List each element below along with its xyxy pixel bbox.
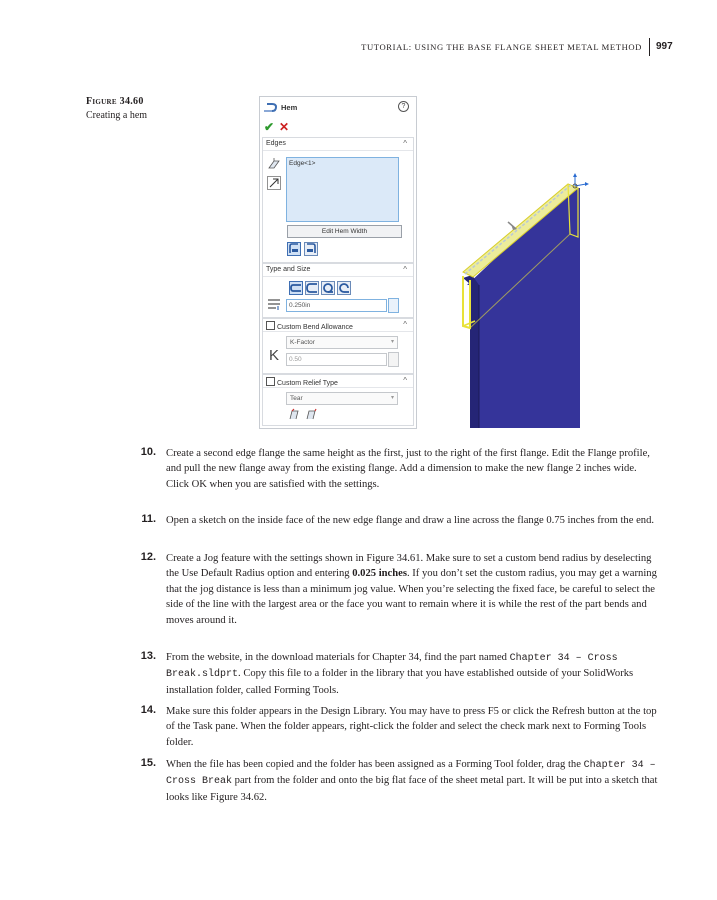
bend-allowance-type-value: K-Factor (290, 339, 315, 346)
step-text: Open a sketch on the inside face of the new edge flange and draw a line across the flange 0.75 inches from the end. (166, 515, 655, 526)
part-name: Chapter 34 – Cross Break (166, 760, 656, 788)
collapse-caret-icon[interactable]: ^ (403, 376, 407, 385)
relief-option-1-icon[interactable] (288, 408, 300, 420)
collapse-caret-icon[interactable]: ^ (403, 320, 407, 329)
step-number: 10. (140, 446, 156, 458)
edges-group-title: Edges (266, 140, 286, 147)
step-text: Create a second edge flange the same height as the first, just to the right of the first flange. Edit the Flange profile, and pull the new flange away from the existing flange. Add a dimension to make the new flange 2 inches wide. Click OK when you are satisfied with the settings. (166, 448, 650, 490)
bend-outside-icon[interactable] (304, 242, 318, 256)
chevron-down-icon: ▾ (390, 395, 394, 401)
property-manager-title: Hem (281, 103, 298, 112)
hem-part-render (420, 96, 600, 428)
custom-relief-type-checkbox[interactable] (266, 377, 338, 387)
hem-type-tear-drop-icon[interactable] (321, 281, 335, 295)
step-number: 12. (140, 551, 156, 563)
hem-feature-icon (263, 102, 278, 113)
ok-button[interactable]: ✔ (264, 120, 275, 134)
step-text (166, 650, 658, 698)
collapse-caret-icon[interactable]: ^ (403, 265, 407, 274)
step-text-part: When the file has been copied and the folder has been assigned as a Forming Tool folder, drag the (166, 759, 584, 770)
running-header-title: TUTORIAL: USING THE BASE FLANGE SHEET METAL METHOD (361, 42, 642, 52)
custom-relief-type-group (262, 374, 414, 426)
step-text: Make sure this folder appears in the Design Library. You may have to press F5 or click the Refresh button at the top of the Task pane. When the folder appears, right-click the folder and select the check mark next to Forming Tools folder. (166, 706, 657, 748)
edge-selection-list[interactable] (286, 157, 399, 222)
relief-option-2-icon[interactable] (305, 408, 317, 420)
hem-length-spinner[interactable] (388, 298, 399, 313)
drag-handle-icon[interactable] (508, 222, 517, 230)
custom-bend-allowance-label: Custom Bend Allowance (277, 324, 353, 331)
edge-selection-icon (267, 157, 281, 171)
step-text-part: part from the folder and onto the big flat face of the sheet metal part. It will be put into a sketch that looks like Figure 34.62. (166, 775, 658, 803)
custom-bend-allowance-header[interactable] (263, 319, 413, 332)
checkbox-icon[interactable] (266, 321, 275, 330)
edge-selection-item[interactable]: Edge<1> (289, 160, 316, 167)
checkbox-icon[interactable] (266, 377, 275, 386)
header-divider (649, 38, 650, 56)
custom-relief-type-label: Custom Relief Type (277, 380, 338, 387)
hem-type-rolled-icon[interactable] (337, 281, 351, 295)
step-text-part: . Copy this file to a folder in the library that you have established outside of your SolidWorks installation folder, called Forming Tools. (166, 668, 634, 696)
material-inside-icon[interactable] (287, 242, 301, 256)
hem-length-input[interactable]: 0.250in (286, 299, 387, 312)
hem-type-open-icon[interactable] (305, 281, 319, 295)
step-number: 11. (141, 513, 156, 525)
custom-relief-type-header[interactable] (263, 375, 413, 388)
k-factor-spinner[interactable] (388, 352, 399, 367)
help-icon[interactable]: ? (398, 101, 409, 112)
step-number: 15. (140, 757, 156, 769)
custom-bend-allowance-checkbox[interactable] (266, 321, 353, 331)
flip-direction-icon[interactable] (267, 176, 281, 190)
k-factor-input[interactable]: 0.50 (286, 353, 387, 366)
figure-caption: Creating a hem (86, 110, 148, 121)
type-and-size-group (262, 263, 414, 318)
edit-hem-width-button[interactable]: Edit Hem Width (287, 225, 402, 238)
page-number: 997 (656, 41, 673, 52)
k-factor-icon: K (269, 347, 280, 364)
custom-bend-allowance-group (262, 318, 414, 374)
step-number: 13. (140, 650, 156, 662)
relief-type-value: Tear (290, 395, 303, 402)
step-text-part: Create a Jog feature with the settings shown in Figure 34.61. Make sure to set a custom bend radius by deselecting the Use Default Radius option and entering (166, 553, 652, 580)
type-and-size-title: Type and Size (266, 266, 311, 273)
cancel-button[interactable]: ✕ (279, 120, 290, 134)
step-text-part: . If you don’t set the custom radius, you may get a warning that the jog distance is less than a minimum jog value. When you’re selecting the fixed face, be careful to select the side of the line with the largest area or the face you want to remain where it is while the rest of the part bends and moves around it. (166, 568, 657, 626)
hem-property-manager (259, 96, 417, 429)
relief-type-select[interactable] (286, 392, 398, 405)
custom-radius-value: 0.025 inches (352, 568, 407, 580)
bend-allowance-type-select[interactable] (286, 336, 398, 349)
part-filename: Chapter 34 – Cross Break.sldprt (166, 653, 618, 681)
triad-icon (573, 173, 589, 188)
collapse-caret-icon[interactable]: ^ (403, 139, 407, 148)
edges-group (262, 137, 414, 263)
chevron-down-icon: ▾ (390, 339, 394, 345)
step-text-part: From the website, in the download materials for Chapter 34, find the part named (166, 652, 510, 663)
property-manager-titlebar (260, 97, 416, 117)
step-number: 14. (140, 704, 156, 716)
step-text (166, 757, 658, 805)
hem-type-closed-icon[interactable] (289, 281, 303, 295)
step-text (166, 551, 658, 628)
edges-group-header[interactable] (263, 138, 413, 151)
type-and-size-header[interactable] (263, 264, 413, 277)
figure-label: Figure 34.60 (86, 96, 144, 107)
hem-length-icon (267, 298, 281, 311)
